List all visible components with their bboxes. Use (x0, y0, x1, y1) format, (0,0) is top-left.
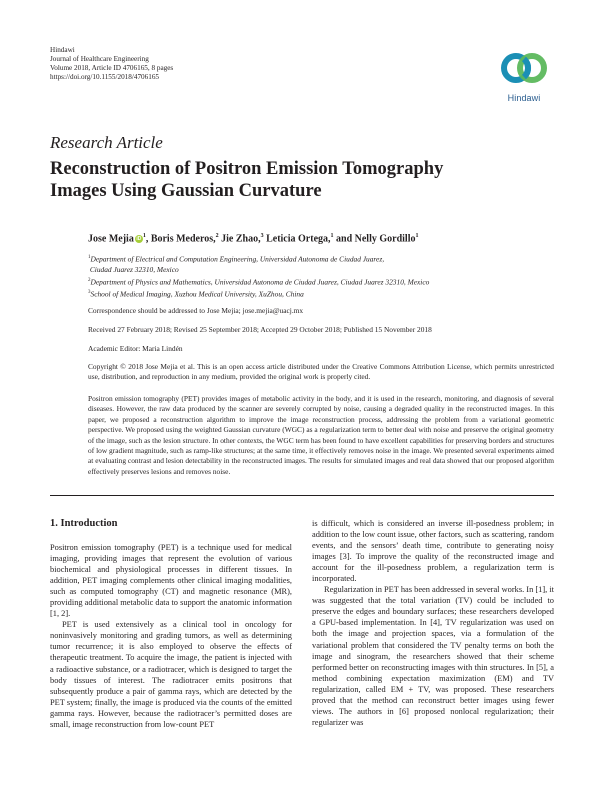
doi-link[interactable]: https://doi.org/10.1155/2018/4706165 (50, 73, 160, 81)
author-name[interactable]: Leticia Ortega, (266, 233, 331, 245)
author-name[interactable]: Boris Mederos, (150, 233, 216, 245)
author-affiliation-marker: 1 (415, 233, 419, 239)
journal-name: Journal of Healthcare Engineering (50, 55, 149, 63)
affiliation-continued: Ciudad Juarez 32310, Mexico (89, 265, 179, 275)
article-title (50, 158, 520, 202)
orcid-icon[interactable]: iD (136, 236, 142, 243)
title-line-2: Images Using Gaussian Curvature (50, 181, 322, 201)
author-affiliation-marker: 3 (260, 233, 264, 239)
paragraph: Positron emission tomography (PET) is a technique used for medical imaging, providing images that represent the evolution of various biochemical and physiological processes in different tissues. In addition, PET imaging complements other clinical imaging modalities, such as computed tomography (CT) and magnetic resonance (MR), providing additional metabolic data to support the anatomic information [1, 2]. (50, 543, 292, 619)
publisher-name: Hindawi (50, 46, 75, 54)
publication-dates: Received 27 February 2018; Revised 25 September 2018; Accepted 29 October 2018; Published 15 November 2018 (88, 325, 432, 334)
affiliations (88, 253, 558, 300)
right-column (312, 518, 554, 728)
correspondence: Correspondence should be addressed to Jose Mejia; jose.mejia@uacj.mx (88, 306, 304, 315)
left-column (50, 542, 292, 730)
logo-wordmark: Hindawi (507, 93, 541, 103)
affiliation: $^3$School of Medical Imaging, Xuzhou Medical University, XuZhou, China (88, 289, 304, 299)
affiliation: $^2$Department of Physics and Mathematics, Universidad Autonoma de Ciudad Juarez, Ciudad Juarez 32310, Mexico (88, 277, 430, 287)
affiliation: $^1$Department of Electrical and Computation Engineering, Universidad Autonoma de Ciudad Juarez, (88, 254, 385, 264)
volume-line: Volume 2018, Article ID 4706165, 8 pages (50, 64, 174, 72)
author-name[interactable]: Jie Zhao, (221, 233, 261, 245)
copyright-notice: Copyright © 2018 Jose Mejia et al. This is an open access article distributed under the Creative Commons Attribution License, which permits unrestricted use, distribution, and reproduction in any medium, provided the original work is properly cited. (88, 362, 554, 382)
abstract: Positron emission tomography (PET) provides images of metabolic activity in the body, and it is used in the research, monitoring, and diagnosis of several diseases. However, the raw data produced by the scanner are severely corrupted by noise, causing a degraded quality in the reconstructed images. In this paper, we proposed a reconstruction algorithm to improve the image reconstruction process, addressing the problem from a variational geometric perspective. We proposed using the weighted Gaussian curvature (WGC) as a regularization term to better deal with noise and preserve the original geometry of the image, such as the lesion structure. In other contexts, the WGC term has been found to have excellent capabilities for preserving borders and structures of low gradient magnitude, such as ramp-like structures; at the same time, it effectively removes noise in the image. We presented several experiments aimed at evaluating contrast and lesion detectability in the reconstructed images. The results for simulated images and real data showed that our proposed algorithm effectively preserves lesions and removes noise. (88, 394, 554, 476)
hindawi-logo-icon (494, 46, 554, 92)
paragraph: PET is used extensively as a clinical tool in oncology for noninvasively monitoring and grading tumors, as well as determining tumor recurrence; it is also employed to observe the effects of therapeutic treatment. To acquire the image, the patient is injected with a radioactive substance, or a radiotracer, which is designed to target the body tissues of interest. The radiotracer emits positrons that subsequently produce a pair of gamma rays, which are detected by the PET system; finally, the image is produced via the counts of the emitted gamma rays. However, because the radiotracer’s permitted doses are small, image reconstruction from low-count PET (50, 620, 292, 729)
author-list: Jose Mejia $iD^1$, Boris Mederos,$^2$ Jie Zhao,$^3$ Leticia Ortega,$^1$ and Nelly Gordillo$^1$ (88, 233, 419, 245)
hindawi-logo (494, 46, 554, 108)
author-affiliation-marker: 2 (215, 233, 219, 239)
author-affiliation-marker: 1 (142, 233, 146, 239)
journal-metadata (50, 46, 173, 82)
author-name[interactable]: and Nelly Gordillo (336, 233, 416, 245)
author-name[interactable]: Jose Mejia (88, 233, 134, 245)
paragraph: is difficult, which is considered an inverse ill-posedness problem; in addition to the low count issue, other factors, such as scattering, random events, and the sensors’ death time, contribute to generating noisy images [3]. To improve the quality of the reconstructed image and account for the ill-posedness problem, a regularization term is incorporated. (312, 519, 554, 584)
article-type: Research Article (50, 133, 163, 152)
author-affiliation-marker: 1 (330, 233, 334, 239)
academic-editor: Academic Editor: Maria Lindén (88, 344, 183, 353)
paragraph: Regularization in PET has been addressed in several works. In [1], it was suggested that the total variation (TV) could be included to preserve the edges and boundary surfaces; these researchers developed a GPU-based implementation. In [4], TV regularization was used on both the image and projection spaces, via a formulation of the variational problem that considered the TV penalty terms on both the image and sinogram, the researchers showed that their scheme performed better on reconstructing images with thin structures. In [5], a method combining expectation maximization (EM) and TV regularization, called EM + TV, was proposed. These researchers proved that the method can reconstruct better images using fewer views. The authors in [6] proposed nonlocal regularization; their regularizer was (312, 585, 554, 727)
divider (50, 495, 554, 496)
title-line-1: Reconstruction of Positron Emission Tomography (50, 159, 444, 179)
section-heading: 1. Introduction (50, 518, 118, 529)
